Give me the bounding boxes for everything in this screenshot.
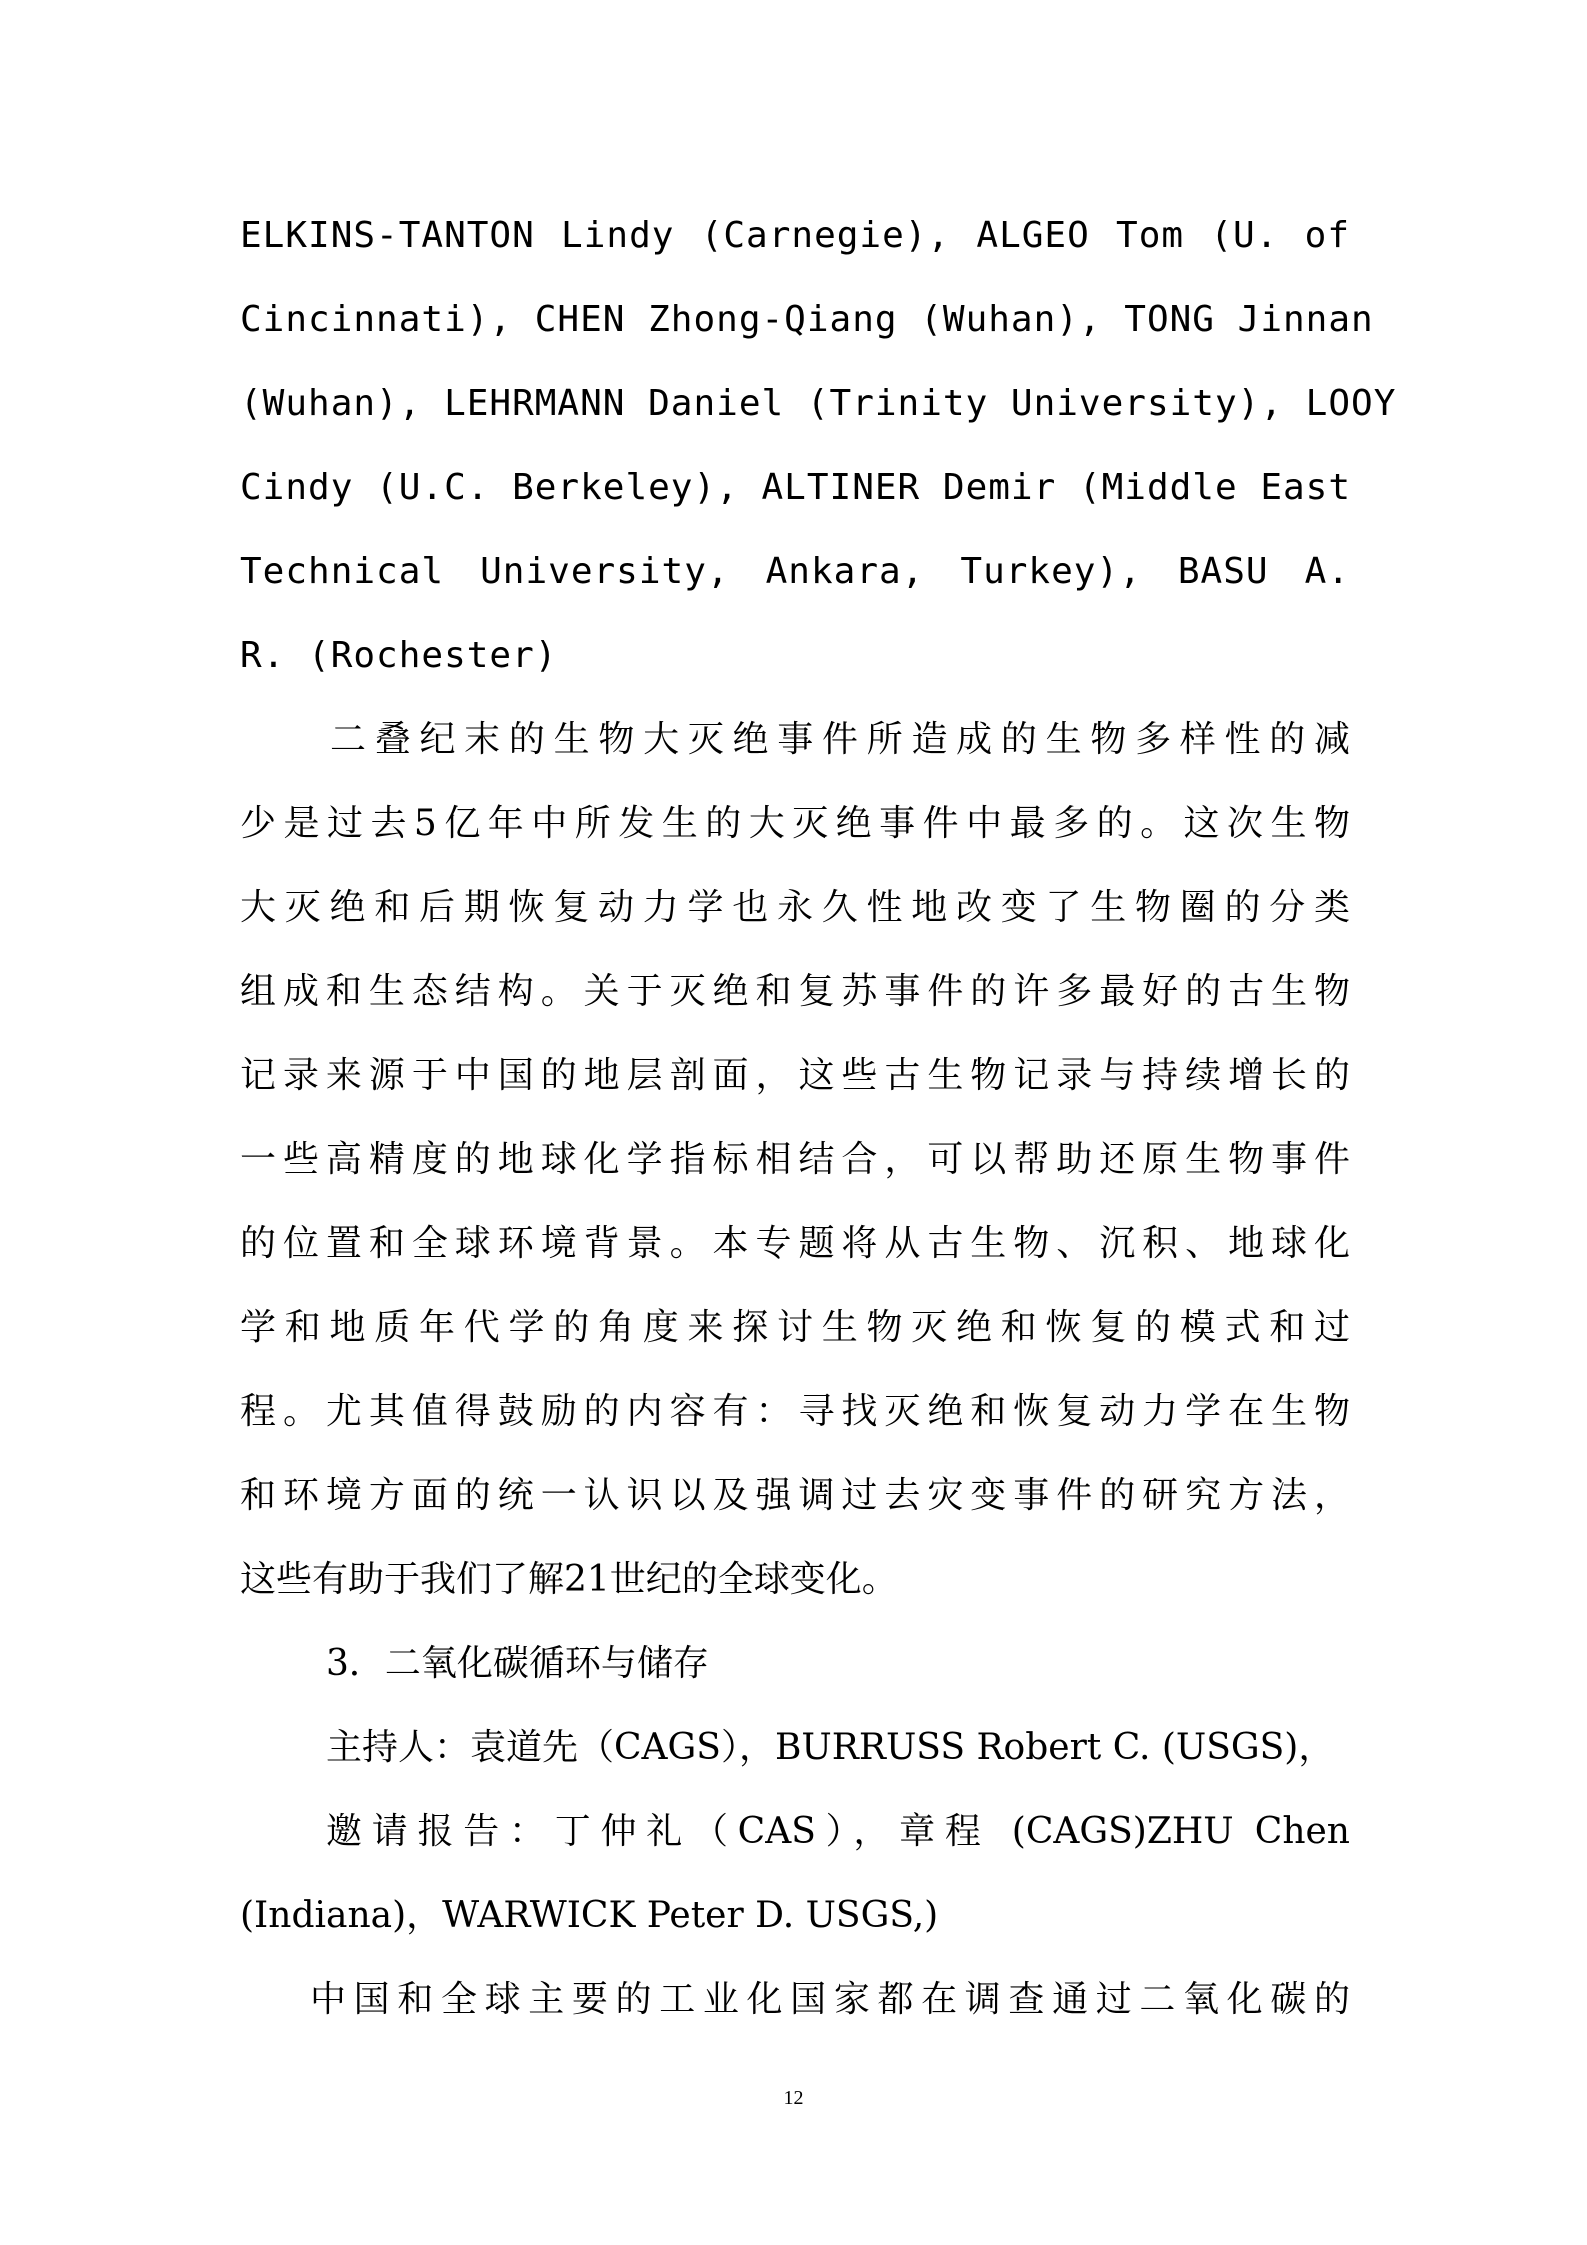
paragraph-line: 记录来源于中国的地层剖面，这些古生物记录与持续增长的 <box>240 1055 1350 1096</box>
paragraph-line: 少是过去5亿年中所发生的大灭绝事件中最多的。这次生物 <box>240 803 1350 844</box>
page-number: 12 <box>783 2087 804 2109</box>
paragraph-line: 的位置和全球环境背景。本专题将从古生物、沉积、地球化 <box>240 1223 1350 1264</box>
participants-line: (Wuhan), LEHRMANN Daniel (Trinity University), LOOY <box>240 383 1397 424</box>
participants-line: Cincinnati), CHEN Zhong-Qiang (Wuhan), TONG Jinnan <box>240 299 1374 340</box>
participants-line: R. (Rochester) <box>240 635 558 676</box>
section-invited-line: (Indiana)，WARWICK Peter D. USGS,) <box>240 1895 939 1936</box>
paragraph-line: 这些有助于我们了解21世纪的全球变化。 <box>240 1559 898 1600</box>
paragraph-line: 中国和全球主要的工业化国家都在调查通过二氧化碳的 <box>310 1979 1350 2020</box>
participants-line: Technical University, Ankara, Turkey), BASU A. <box>240 551 1350 592</box>
paragraph-line: 和环境方面的统一认识以及强调过去灾变事件的研究方法， <box>240 1475 1350 1516</box>
paragraph-line: 一些高精度的地球化学指标相结合，可以帮助还原生物事件 <box>240 1139 1350 1180</box>
paragraph-line: 二叠纪末的生物大灭绝事件所造成的生物多样性的减 <box>330 719 1350 760</box>
section-heading: 3．二氧化碳循环与储存 <box>326 1643 709 1684</box>
paragraph-line: 学和地质年代学的角度来探讨生物灭绝和恢复的模式和过 <box>240 1307 1350 1348</box>
participants-line: Cindy (U.C. Berkeley), ALTINER Demir (Middle East <box>240 467 1352 508</box>
paragraph-line: 程。尤其值得鼓励的内容有：寻找灭绝和恢复动力学在生物 <box>240 1391 1350 1432</box>
section-hosts: 主持人：袁道先（CAGS），BURRUSS Robert C. (USGS)， <box>326 1727 1335 1768</box>
paragraph-line: 组成和生态结构。关于灭绝和复苏事件的许多最好的古生物 <box>240 971 1350 1012</box>
participants-line: ELKINS-TANTON Lindy (Carnegie), ALGEO Tom (U. of <box>240 215 1350 256</box>
section-invited-line: 邀请报告：丁仲礼（CAS），章程 (CAGS)ZHU Chen <box>326 1811 1350 1852</box>
paragraph-line: 大灭绝和后期恢复动力学也永久性地改变了生物圈的分类 <box>240 887 1350 928</box>
